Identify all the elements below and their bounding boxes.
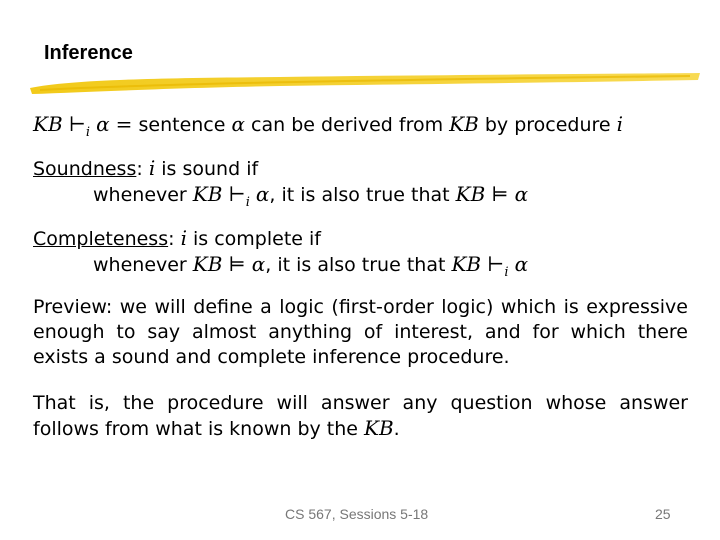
procedure-symbol: i [148, 156, 156, 180]
procedure-symbol: i [180, 226, 187, 250]
procedure-subscript: i [504, 264, 509, 280]
footer-course: CS 567, Sessions 5-18 [285, 506, 429, 522]
definition-text: sentence [138, 114, 226, 136]
kb-symbol: KB [364, 416, 394, 440]
kb-symbol: KB [455, 182, 486, 206]
colon: : [168, 228, 175, 250]
completeness-term: Completeness [33, 228, 169, 250]
soundness-heading [33, 156, 258, 180]
kb-symbol: KB [449, 112, 479, 136]
kb-symbol: KB [33, 112, 63, 136]
alpha-symbol: α [96, 112, 110, 136]
whenever-text: whenever [93, 254, 187, 276]
completeness-heading [33, 226, 321, 250]
footer-page-number: 25 [655, 506, 671, 522]
kb-symbol: KB [451, 252, 482, 276]
entails-symbol: ⊨ [228, 252, 246, 276]
alpha-symbol: α [514, 182, 529, 206]
alpha-symbol: α [514, 252, 529, 276]
alpha-symbol: α [251, 252, 266, 276]
kb-symbol: KB [192, 182, 223, 206]
procedure-symbol: i [616, 112, 624, 136]
colon: : [136, 158, 143, 180]
preview-paragraph: Preview: we will define a logic (first-order logic) which is expressive enough to say almost anything of interest, and for which there exists a sound and complete inference procedure. [33, 296, 688, 368]
whenever-text: whenever [93, 184, 187, 206]
soundness-condition [93, 182, 528, 210]
definition-text: can be derived from [251, 114, 444, 136]
equals-symbol: = [115, 112, 133, 136]
derives-symbol: ⊢ [487, 252, 505, 276]
thatis-text: That is, the procedure will answer any question whose answer follows from what is known by the [33, 392, 688, 440]
thatis-paragraph [33, 391, 688, 442]
slide-title: Inference [44, 42, 133, 64]
procedure-subscript: i [85, 124, 91, 140]
derives-symbol: ⊢ [228, 182, 246, 206]
derives-symbol: ⊢ [68, 112, 86, 136]
title-highlight-stroke [30, 70, 700, 100]
alpha-symbol: α [231, 112, 245, 136]
definition-line [33, 112, 623, 140]
completeness-text: is complete if [193, 228, 321, 250]
completeness-condition [93, 252, 528, 280]
entails-symbol: ⊨ [491, 182, 509, 206]
soundness-text: is sound if [161, 158, 259, 180]
soundness-term: Soundness [33, 158, 137, 180]
alpha-symbol: α [255, 182, 270, 206]
kb-symbol: KB [192, 252, 223, 276]
procedure-subscript: i [245, 194, 250, 210]
definition-text: by procedure [484, 114, 611, 136]
soundness-text: , it is also true that [269, 184, 450, 206]
completeness-text: , it is also true that [265, 254, 446, 276]
period: . [393, 418, 400, 440]
